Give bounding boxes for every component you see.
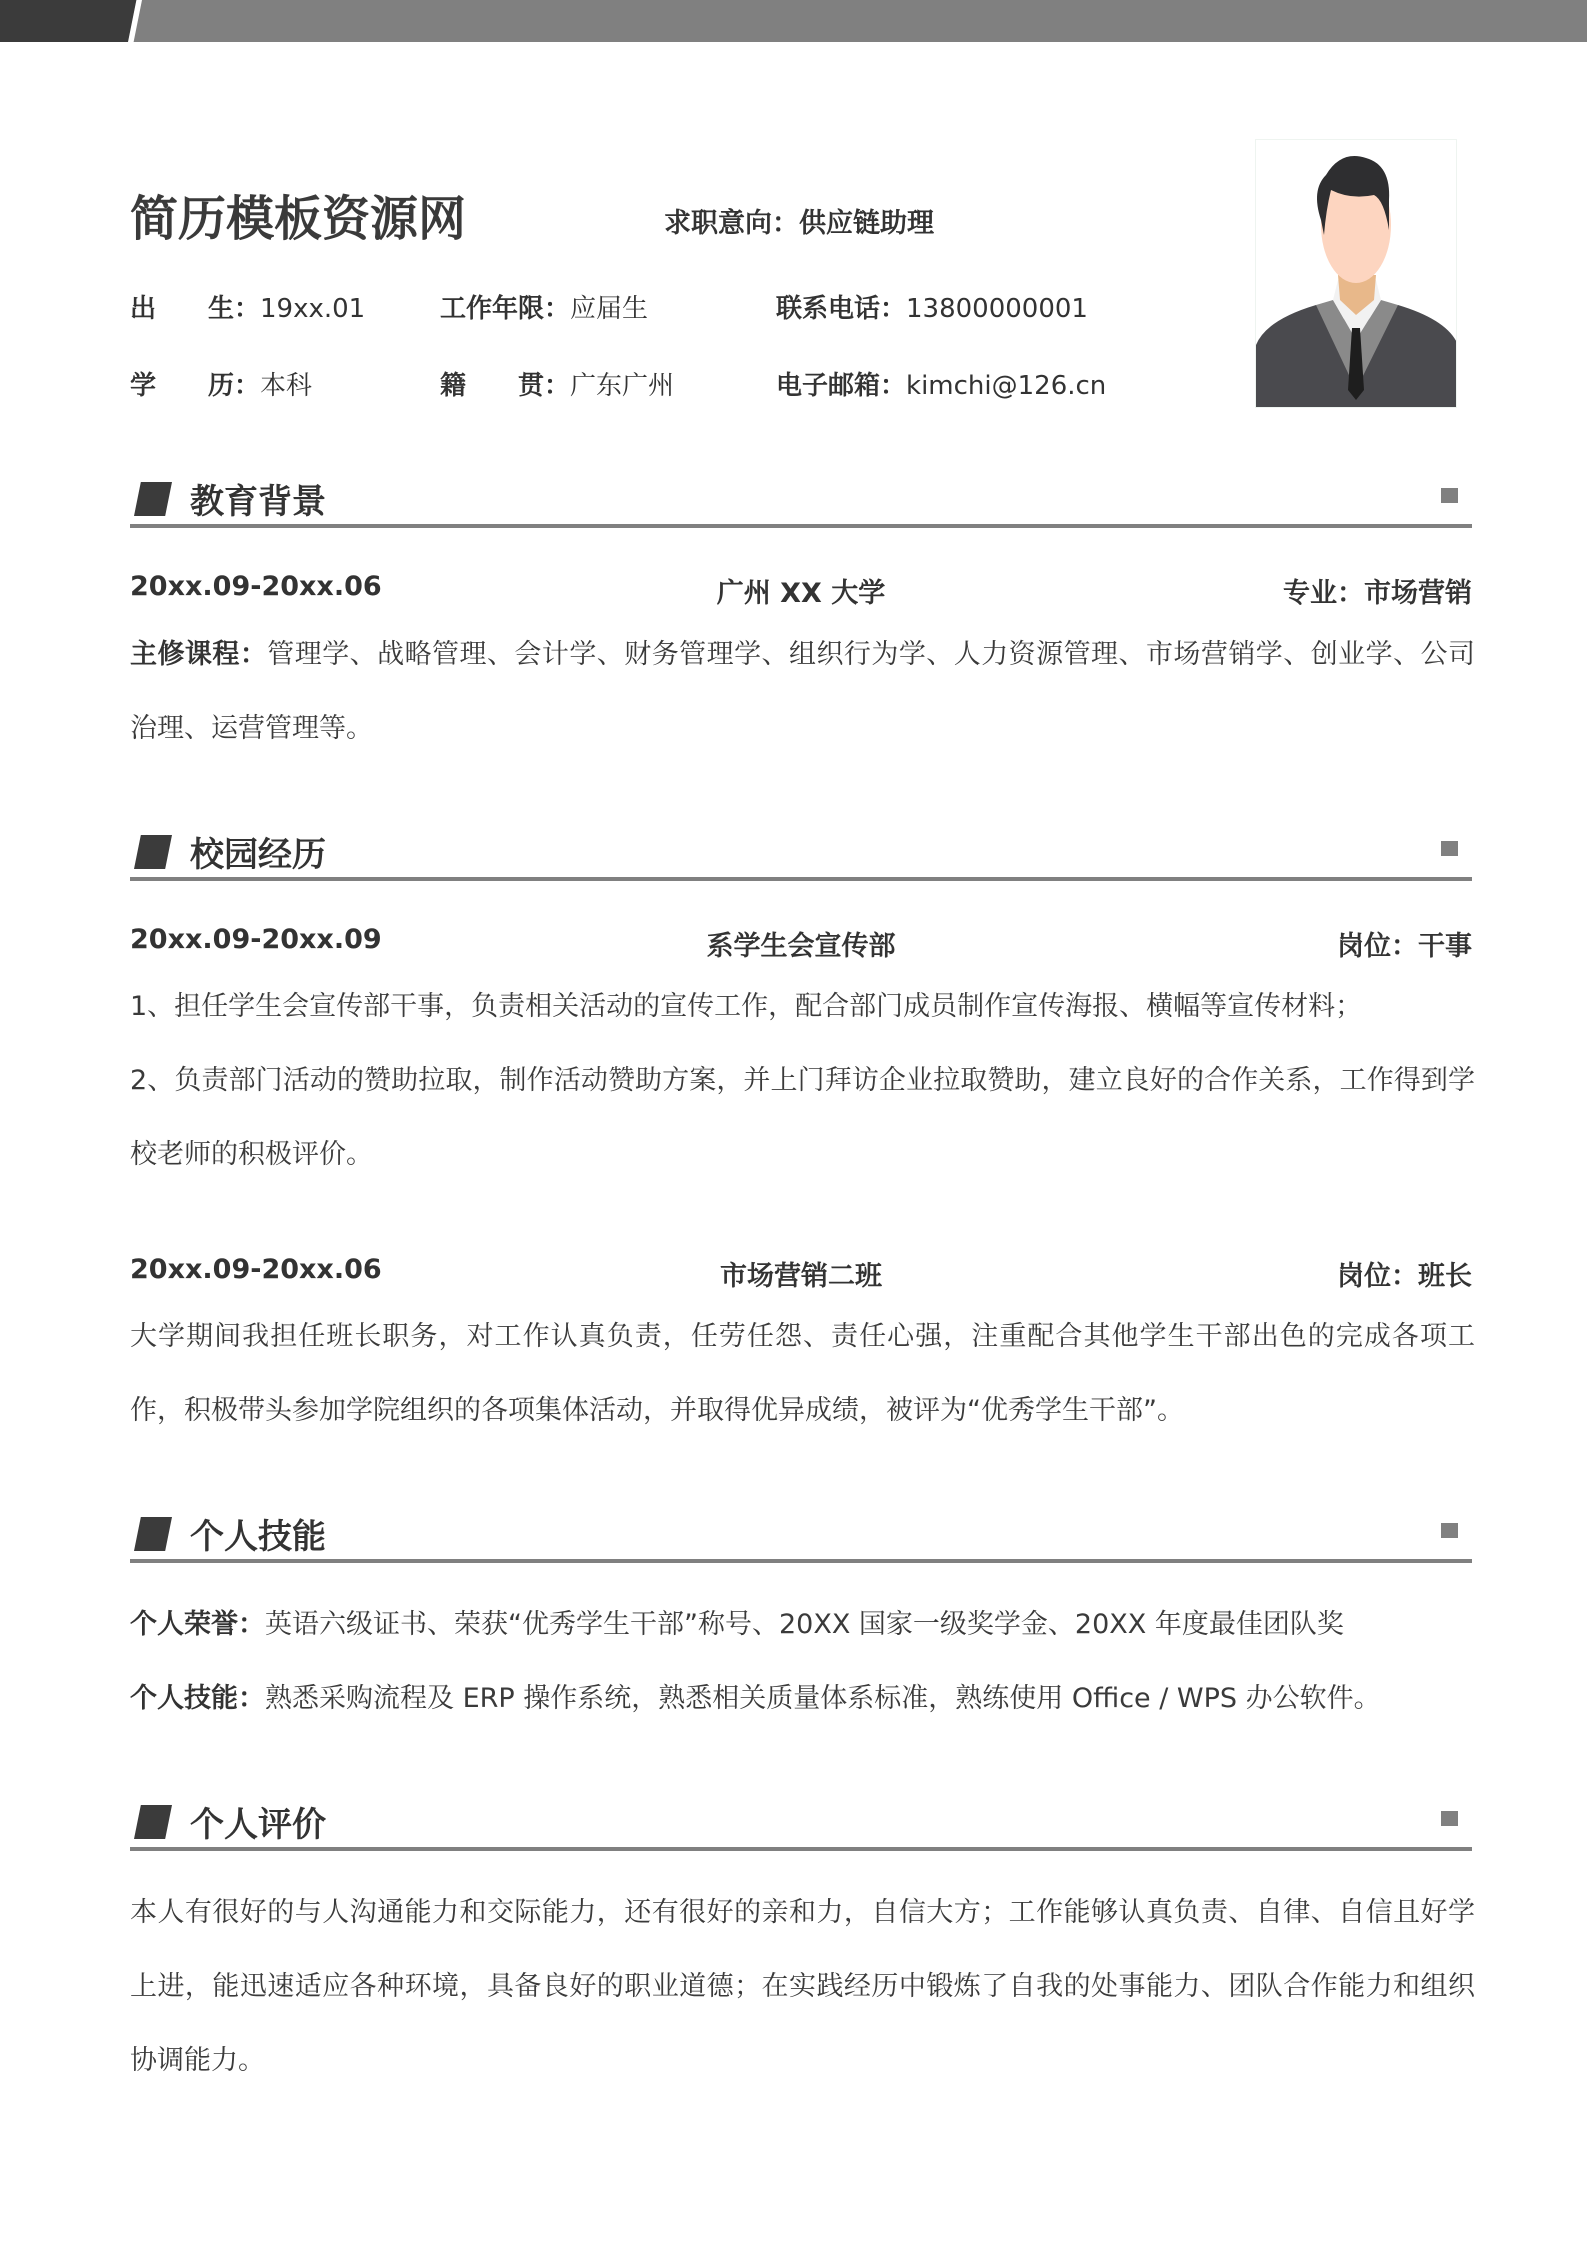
resume-name: 简历模板资源网 bbox=[130, 191, 467, 247]
skill-line bbox=[130, 1662, 1475, 1736]
years-field bbox=[440, 288, 648, 325]
degree-field bbox=[130, 365, 312, 402]
section-title: 校园经历 bbox=[190, 835, 326, 875]
evaluation-text: 本人有很好的与人沟通能力和交际能力，还有很好的亲和力，自信大方；工作能够认真负责、自律、自信且好学上进，能迅速适应各种环境，具备良好的职业道德；在实践经历中锻炼了自我的处事能力、团队合作能力和组织协调能力。 bbox=[130, 1897, 1475, 2076]
birth-value: 19xx.01 bbox=[260, 294, 366, 324]
section-title: 个人技能 bbox=[190, 1517, 326, 1557]
campus-line: 1、担任学生会宣传部干事，负责相关活动的宣传工作，配合部门成员制作宣传海报、横幅等宣传材料； bbox=[130, 991, 1363, 1022]
education-courses bbox=[130, 618, 1475, 766]
job-intent bbox=[664, 201, 934, 240]
skill-label: 个人技能： bbox=[130, 1683, 265, 1714]
top-banner-accent bbox=[0, 0, 138, 42]
square-icon bbox=[1441, 1811, 1458, 1826]
section-header-skills bbox=[130, 1517, 1472, 1577]
skill-value: 熟悉采购流程及 ERP 操作系统，熟悉相关质量体系标准，熟练使用 Office / WPS 办公软件。 bbox=[265, 1683, 1381, 1714]
avatar-photo bbox=[1255, 139, 1457, 408]
skills-content bbox=[130, 1588, 1475, 1736]
email-field bbox=[776, 365, 1106, 402]
section-divider bbox=[130, 1559, 1472, 1563]
section-title: 教育背景 bbox=[190, 482, 326, 522]
courses-label: 主修课程： bbox=[130, 639, 268, 670]
honor-line bbox=[130, 1588, 1475, 1662]
section-header-education bbox=[130, 482, 1472, 542]
campus-line: 2、负责部门活动的赞助拉取，制作活动赞助方案，并上门拜访企业拉取赞助，建立良好的合作关系，工作得到学校老师的积极评价。 bbox=[130, 1065, 1475, 1170]
section-divider bbox=[130, 1847, 1472, 1851]
campus-period: 20xx.09-20xx.06 bbox=[130, 1254, 382, 1285]
courses-value: 管理学、战略管理、会计学、财务管理学、组织行为学、人力资源管理、市场营销学、创业学、公司治理、运营管理等。 bbox=[130, 639, 1476, 744]
email-label: 电子邮箱： bbox=[776, 371, 907, 401]
years-value: 应届生 bbox=[570, 294, 649, 324]
section-header-evaluation bbox=[130, 1805, 1472, 1865]
campus-role: 岗位：班长 bbox=[1337, 1261, 1472, 1292]
education-school: 广州 XX 大学 bbox=[716, 578, 886, 609]
square-icon bbox=[1441, 488, 1458, 503]
education-major: 专业：市场营销 bbox=[1283, 578, 1472, 609]
campus-role: 岗位：干事 bbox=[1337, 931, 1472, 962]
phone-value: 13800000001 bbox=[906, 294, 1088, 324]
square-icon bbox=[1441, 1523, 1458, 1538]
phone-label: 联系电话： bbox=[776, 294, 907, 324]
origin-label: 籍 贯： bbox=[440, 371, 571, 401]
degree-value: 本科 bbox=[260, 371, 313, 401]
job-intent-value: 供应链助理 bbox=[799, 208, 934, 239]
honor-value: 英语六级证书、荣获“优秀学生干部”称号、20XX 国家一级奖学金、20XX 年度最佳团队奖 bbox=[265, 1609, 1344, 1640]
years-label: 工作年限： bbox=[440, 294, 571, 324]
education-period: 20xx.09-20xx.06 bbox=[130, 571, 382, 602]
phone-field bbox=[776, 288, 1088, 325]
section-divider bbox=[130, 877, 1472, 881]
square-icon bbox=[1441, 841, 1458, 856]
campus-line: 大学期间我担任班长职务，对工作认真负责，任劳任怨、责任心强，注重配合其他学生干部出色的完成各项工作，积极带头参加学院组织的各项集体活动，并取得优异成绩，被评为“优秀学生干部”。 bbox=[130, 1321, 1475, 1426]
origin-field bbox=[440, 365, 674, 402]
honor-label: 个人荣誉： bbox=[130, 1609, 265, 1640]
section-marker-icon bbox=[134, 482, 172, 516]
section-header-campus bbox=[130, 835, 1472, 895]
section-marker-icon bbox=[134, 1517, 172, 1551]
top-banner bbox=[0, 0, 1587, 42]
degree-label: 学 历： bbox=[130, 371, 261, 401]
section-divider bbox=[130, 524, 1472, 528]
campus-org: 系学生会宣传部 bbox=[706, 931, 896, 962]
origin-value: 广东广州 bbox=[570, 371, 675, 401]
campus-org: 市场营销二班 bbox=[720, 1261, 882, 1292]
avatar-illustration bbox=[1256, 140, 1457, 408]
campus-period: 20xx.09-20xx.09 bbox=[130, 924, 382, 955]
birth-field bbox=[130, 288, 365, 325]
section-marker-icon bbox=[134, 835, 172, 869]
email-value: kimchi@126.cn bbox=[906, 371, 1107, 401]
campus-description bbox=[130, 970, 1475, 1192]
section-title: 个人评价 bbox=[190, 1805, 326, 1845]
job-intent-label: 求职意向： bbox=[664, 208, 799, 239]
birth-label: 出 生： bbox=[130, 294, 261, 324]
campus-description bbox=[130, 1300, 1475, 1448]
section-marker-icon bbox=[134, 1805, 172, 1839]
